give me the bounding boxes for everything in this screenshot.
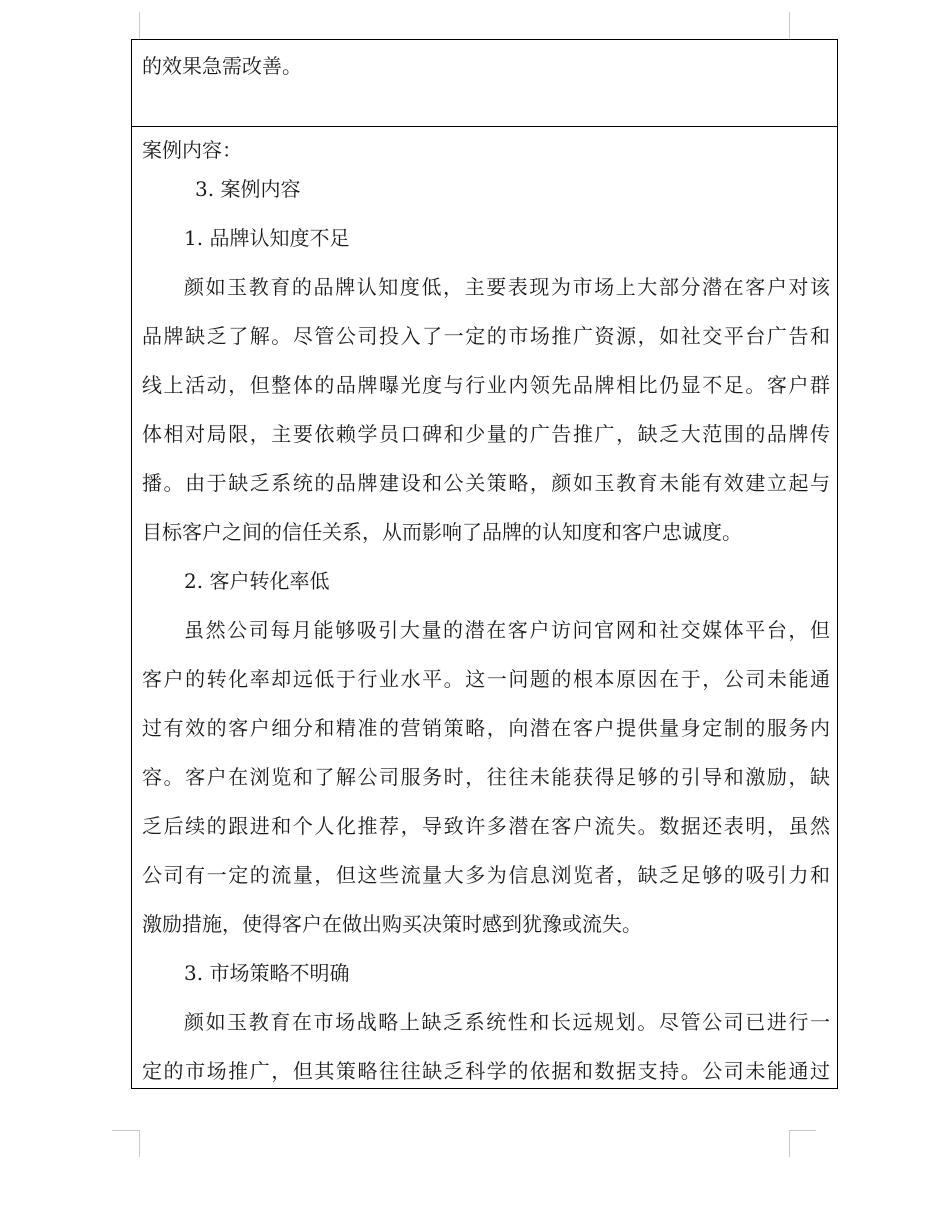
crop-mark-top-left [139, 12, 140, 39]
paragraph-line: 容。客户在浏览和了解公司服务时，往往未能获得足够的引导和激励，缺 [142, 765, 830, 789]
paragraph-line: 乏后续的跟进和个人化推荐，导致许多潜在客户流失。数据还表明，虽然 [142, 814, 830, 838]
paragraph-line: 颜如玉教育的品牌认知度低，主要表现为市场上大部分潜在客户对该 [184, 275, 830, 299]
paragraph-line: 定的市场推广，但其策略往往缺乏科学的依据和数据支持。公司未能通过 [142, 1059, 830, 1083]
paragraph-line: 虽然公司每月能够吸引大量的潜在客户访问官网和社交媒体平台，但 [184, 618, 830, 642]
paragraph-line: 过有效的客户细分和精准的营销策略，向潜在客户提供量身定制的服务内 [142, 716, 830, 740]
paragraph-line: 的效果急需改善。 [142, 54, 302, 78]
paragraph-line: 颜如玉教育在市场战略上缺乏系统性和长远规划。尽管公司已进行一 [184, 1010, 830, 1034]
paragraph-line: 线上活动，但整体的品牌曝光度与行业内领先品牌相比仍显不足。客户群 [142, 373, 830, 397]
paragraph-line: 客户的转化率却远低于行业水平。这一问题的根本原因在于，公司未能通 [142, 667, 830, 691]
subsection-heading-2: 2. 客户转化率低 [184, 569, 330, 593]
crop-mark-bottom-left [139, 1130, 140, 1157]
paragraph-line: 播。由于缺乏系统的品牌建设和公关策略，颜如玉教育未能有效建立起与 [142, 471, 830, 495]
case-content-label: 案例内容： [142, 138, 242, 162]
crop-mark-bottom-right-h [789, 1130, 816, 1131]
table-cell-top [132, 40, 837, 127]
crop-mark-top-right [789, 12, 790, 39]
crop-mark-bottom-right [789, 1130, 790, 1157]
document-table [131, 39, 838, 1089]
paragraph-line: 品牌缺乏了解。尽管公司投入了一定的市场推广资源，如社交平台广告和 [142, 324, 830, 348]
paragraph-line: 公司有一定的流量，但这些流量大多为信息浏览者，缺乏足够的吸引力和 [142, 863, 830, 887]
paragraph-line: 体相对局限，主要依赖学员口碑和少量的广告推广，缺乏大范围的品牌传 [142, 422, 830, 446]
paragraph-line: 激励措施，使得客户在做出购买决策时感到犹豫或流失。 [142, 912, 642, 936]
paragraph-line: 目标客户之间的信任关系，从而影响了品牌的认知度和客户忠诚度。 [142, 520, 742, 544]
section-heading: 3. 案例内容 [195, 177, 301, 201]
subsection-heading-3: 3. 市场策略不明确 [184, 961, 350, 985]
subsection-heading-1: 1. 品牌认知度不足 [184, 226, 350, 250]
crop-mark-bottom-left-h [112, 1130, 139, 1131]
